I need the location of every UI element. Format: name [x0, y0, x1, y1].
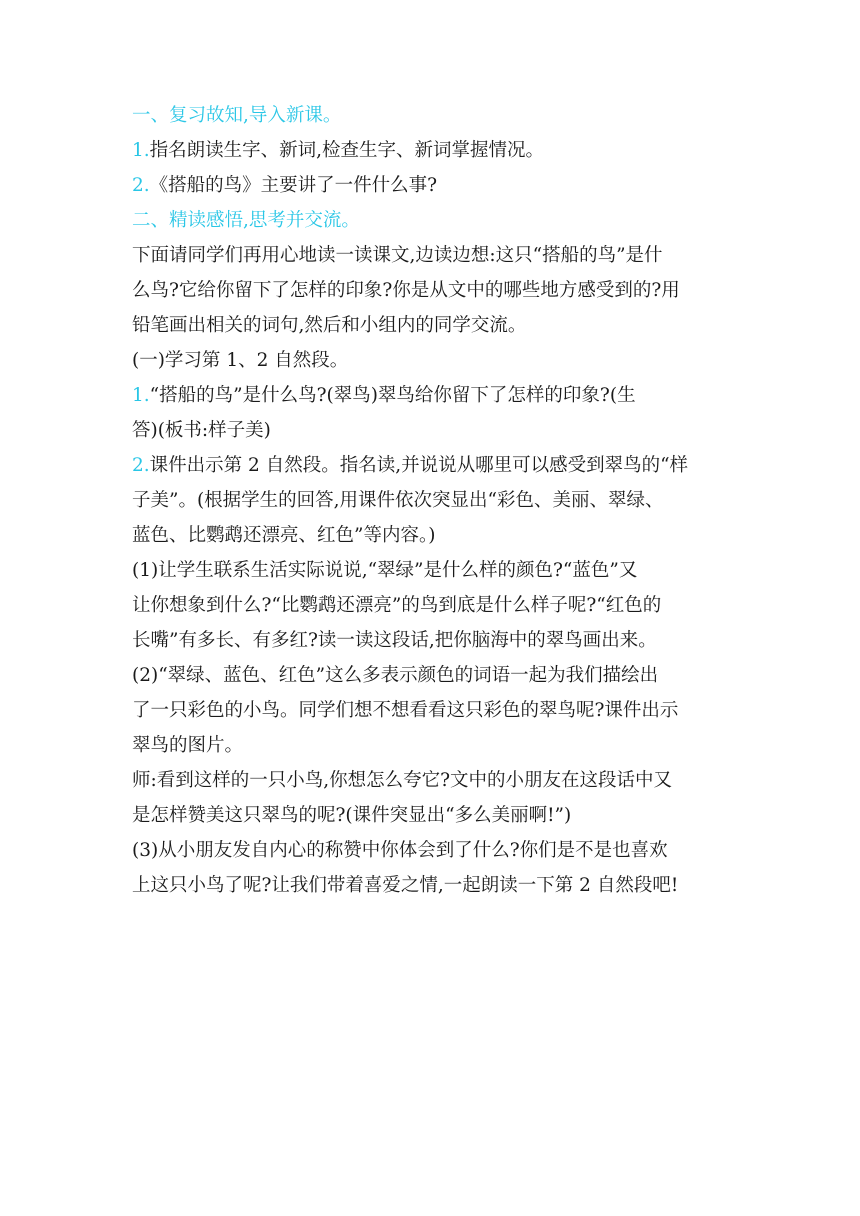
document-body	[132, 98, 732, 903]
item-text: 课件出示第 2 自然段。指名读,并说说从哪里可以感受到翠鸟的“样	[149, 455, 689, 476]
paragraph-line: (3)从小朋友发自内心的称赞中你体会到了什么?你们是不是也喜欢	[132, 840, 668, 861]
item-number: 2.	[132, 175, 150, 196]
paragraph-line: 让你想象到什么?“比鹦鹉还漂亮”的鸟到底是什么样子呢?“红色的	[132, 595, 662, 616]
list-item-1	[132, 133, 732, 168]
item-number: 2.	[132, 455, 150, 476]
paragraph-line: (1)让学生联系生活实际说说,“翠绿”是什么样的颜色?“蓝色”又	[132, 560, 638, 581]
paragraph-line: 铅笔画出相关的词句,然后和小组内的同学交流。	[132, 315, 527, 336]
paragraph-line: (2)“翠绿、蓝色、红色”这么多表示颜色的词语一起为我们描绘出	[132, 665, 659, 686]
item-text: 《搭船的鸟》主要讲了一件什么事?	[149, 175, 438, 196]
section-heading-1: 一、复习故知,导入新课。	[132, 105, 342, 126]
paragraph-line: 翠鸟的图片。	[132, 735, 244, 756]
item-text: “搭船的鸟”是什么鸟?(翠鸟)翠鸟给你留下了怎样的印象?(生	[149, 385, 636, 406]
section-heading-2: 二、精读感悟,思考并交流。	[132, 210, 360, 231]
list-item-2	[132, 168, 732, 203]
question-1	[132, 378, 732, 413]
item-number: 1.	[132, 385, 150, 406]
paragraph-line: 蓝色、比鹦鹉还漂亮、红色”等内容。)	[132, 525, 436, 546]
paragraph-line: 子美”。(根据学生的回答,用课件依次突显出“彩色、美丽、翠绿、	[132, 490, 664, 511]
question-2	[132, 448, 732, 483]
paragraph-line: 长嘴”有多长、有多红?读一读这段话,把你脑海中的翠鸟画出来。	[132, 630, 657, 651]
paragraph-line: 是怎样赞美这只翠鸟的呢?(课件突显出“多么美丽啊!”)	[132, 805, 572, 826]
paragraph-line: 么鸟?它给你留下了怎样的印象?你是从文中的哪些地方感受到的?用	[132, 280, 680, 301]
item-number: 1.	[132, 140, 150, 161]
paragraph-line: 师:看到这样的一只小鸟,你想怎么夸它?文中的小朋友在这段话中又	[132, 770, 673, 791]
paragraph-line: 了一只彩色的小鸟。同学们想不想看看这只彩色的翠鸟呢?课件出示	[132, 700, 679, 721]
subsection-heading: (一)学习第 1、2 自然段。	[132, 350, 349, 371]
paragraph-line: 答)(板书:样子美)	[132, 420, 271, 441]
paragraph-line: 上这只小鸟了呢?让我们带着喜爱之情,一起朗读一下第 2 自然段吧!	[132, 875, 679, 896]
item-text: 指名朗读生字、新词,检查生字、新词掌握情况。	[149, 140, 545, 161]
paragraph-line: 下面请同学们再用心地读一读课文,边读边想:这只“搭船的鸟”是什	[132, 245, 663, 266]
